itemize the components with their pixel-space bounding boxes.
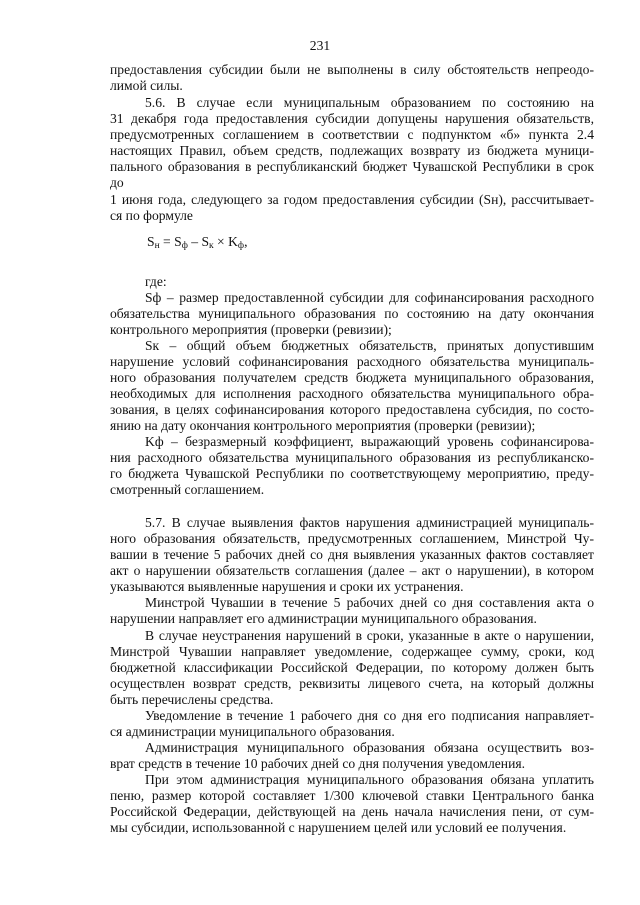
- text-line: указываются выявленные нарушения и сроки их устранения.: [110, 579, 464, 594]
- text-line: Sф – размер предоставленной субсидии для софинансирования расходного: [145, 290, 594, 305]
- text-line: быть перечислены средства.: [110, 692, 274, 707]
- text-line: В случае неустранения нарушений в сроки, указанные в акте о нарушении,: [145, 628, 594, 643]
- text-line: предусмотренных соглашением в соответствии с подпунктом «б» пункта 2.4: [110, 127, 594, 142]
- formula-minus: –: [187, 234, 202, 249]
- text-line: 5.6. В случае если муниципальным образованием по состоянию на: [145, 95, 594, 110]
- text-line: осуществлен возврат средств, реквизиты лицевого счета, на который должны: [110, 676, 594, 691]
- text-line: ного образования обязательств, предусмотренных соглашением, Минстрой Чу-: [110, 531, 594, 546]
- text-line: зования, в целях софинансирования которого предоставлена субсидия, по состо-: [110, 402, 594, 417]
- text-line: Kф – безразмерный коэффициент, выражающий уровень софинансирова-: [145, 434, 594, 449]
- text-line: лимой силы.: [110, 78, 183, 93]
- formula: [147, 234, 247, 250]
- text-line: Sк – общий объем бюджетных обязательств, принятых допустившим: [145, 338, 594, 353]
- formula-equals: =: [159, 234, 175, 249]
- text-line: ся администрации муниципального образования.: [110, 724, 395, 739]
- text-line: ся по формуле: [110, 208, 193, 223]
- text-line: настоящих Правил, объем средств, подлежащих возврату из бюджета муници-: [110, 143, 594, 158]
- text-line: 5.7. В случае выявления фактов нарушения администрацией муниципаль-: [145, 515, 594, 530]
- text-line: вашии в течение 5 рабочих дней со дня выявления указанных фактов составляет: [110, 547, 594, 562]
- formula-k: K: [228, 234, 238, 249]
- text-line: пеню, размер которой составляет 1/300 ключевой ставки Центрального банка: [110, 788, 594, 803]
- text-line: акт о нарушении обязательств соглашения (далее – акт о нарушении), в котором: [110, 563, 594, 578]
- page-number: 231: [309, 38, 331, 53]
- text-line: Минстрой Чувашии в течение 5 рабочих дней со дня составления акта о: [145, 595, 594, 610]
- text-line: обязательства муниципального образования по состоянию на дату окончания: [110, 306, 594, 321]
- formula-sk: S: [201, 234, 209, 249]
- text-line: мы субсидии, использованной с нарушением целей или условий ее получения.: [110, 820, 567, 835]
- text-line: врат средств в течение 10 рабочих дней со дня получения уведомления.: [110, 756, 526, 771]
- text-line: бюджетной классификации Российской Федерации, по которому должен быть: [110, 660, 594, 675]
- text-line: Администрация муниципального образования обязана осуществить воз-: [145, 740, 594, 755]
- text-line: предоставления субсидии были не выполнены в силу обстоятельств непреодо-: [110, 62, 594, 77]
- text-line: янию на дату окончания контрольного мероприятия (проверки (ревизии);: [110, 418, 536, 433]
- text-line: смотренный соглашением.: [110, 482, 265, 497]
- formula-sk-subscript: к: [209, 241, 214, 251]
- text-line: го бюджета Чувашской Республики по соответствующему мероприятию, преду-: [110, 466, 594, 481]
- formula-s-subscript: н: [154, 241, 160, 251]
- formula-sf-subscript: ф: [181, 241, 188, 251]
- formula-s: S: [147, 234, 155, 249]
- text-line: При этом администрация муниципального образования обязана уплатить: [145, 772, 594, 787]
- text-line: необходимых для исполнения расходного обязательства муниципального обра-: [110, 386, 594, 401]
- text-line: где:: [145, 274, 167, 289]
- text-line: ния расходного обязательства муниципального образования из республиканско-: [110, 450, 594, 465]
- text-line: Российской Федерации, действующей на день начала начисления пени, от сум-: [110, 804, 594, 819]
- text-line: контрольного мероприятия (проверки (ревизии);: [110, 322, 392, 337]
- text-line: ного образования получателем средств бюджета муниципального образования,: [110, 370, 594, 385]
- text-line: до: [110, 175, 124, 190]
- formula-k-subscript: ф: [237, 241, 245, 251]
- text-line: пального образования в республиканский бюджет Чувашской Республики в срок: [110, 159, 594, 174]
- text-line: Минстрой Чувашии направляет уведомление, содержащее сумму, сроки, код: [110, 644, 594, 659]
- text-line: нарушение условий софинансирования расходного обязательства муниципаль-: [110, 354, 594, 369]
- text-line: 31 декабря года предоставления субсидии допущены нарушения обязательств,: [110, 111, 594, 126]
- text-line: 1 июня года, следующего за годом предоставления субсидии (Sн), рассчитывает-: [110, 192, 594, 207]
- formula-times: ×: [213, 234, 229, 249]
- text-line: нарушении направляет его администрации муниципального образования.: [110, 611, 537, 626]
- formula-sf: S: [174, 234, 182, 249]
- text-line: Уведомление в течение 1 рабочего дня со дня его подписания направляет-: [145, 708, 594, 723]
- formula-end: ,: [244, 234, 248, 249]
